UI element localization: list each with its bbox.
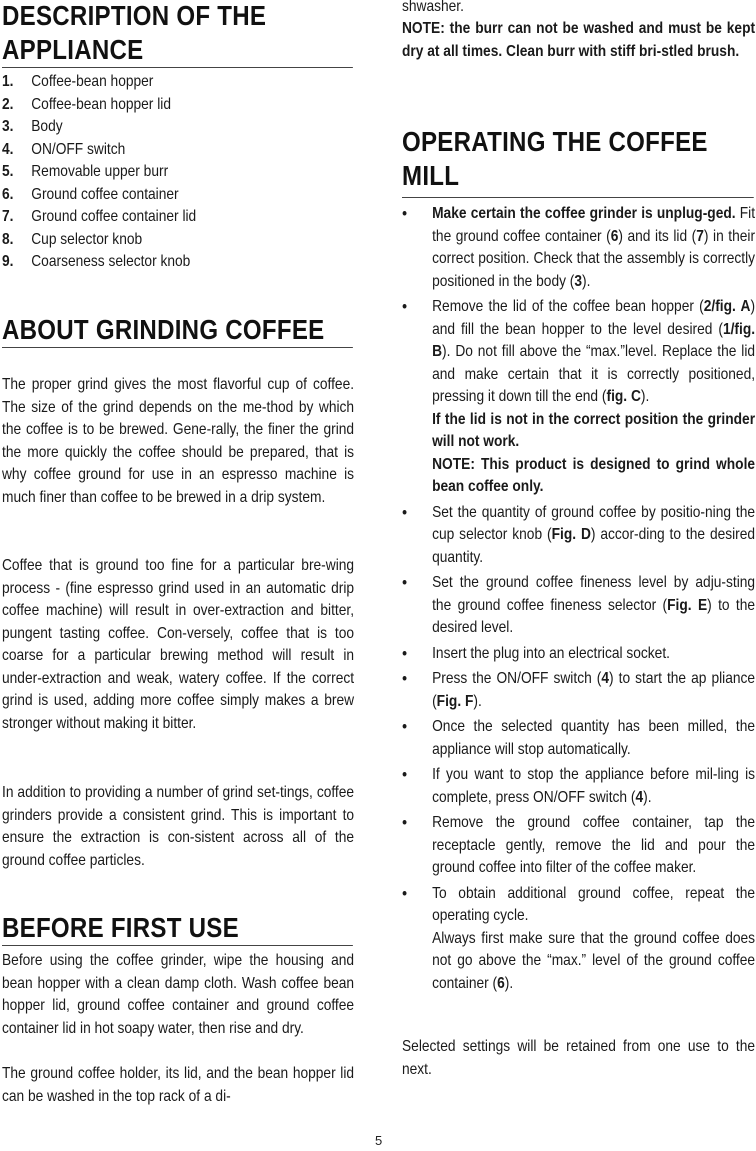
- before-paragraph-2: The ground coffee holder, its lid, and the bean hopper lid can be washed in the top rack of a di-: [2, 1065, 355, 1105]
- list-item: • Set the quantity of ground coffee by positio-ning the cup selector knob (Fig. D) accor-ding to the desired quantity.: [402, 502, 755, 570]
- list-item: • Set the ground coffee fineness level by adju-sting the ground coffee fineness selector (Fig. E) to the desired level.: [402, 572, 755, 640]
- list-item: • Make certain the coffee grinder is unplug-ged. Fit the ground coffee container (6) and its lid (7) in their correct position. Check that the assembly is correctly positioned in the body (3).: [402, 203, 755, 293]
- burr-note: NOTE: the burr can not be washed and must be kept dry at all times. Clean burr with stiff bri-stled brush.: [402, 20, 756, 60]
- list-item: 9. Coarseness selector knob: [2, 253, 191, 270]
- list-item: 8. Cup selector knob: [2, 230, 143, 248]
- list-item: 1. Coffee-bean hopper: [2, 73, 154, 90]
- before-first-use-heading: BEFORE FIRST USE: [2, 911, 353, 946]
- description-heading-line1: DESCRIPTION OF THE: [2, 0, 267, 31]
- list-item: 5. Removable upper burr: [2, 163, 169, 180]
- about-paragraph-2: Coffee that is ground too fine for a particular bre-wing process - (fine espresso grind used in an automatic drip coffee machine) will result in over-extraction and bitter, pungent tasting coffee. Con-versely, coffee that is too coarse for a particular brewing method will result in under-extraction and weak, watery coffee. If the correct grind is used, adding more coffee simply makes a brew stronger without making it bitter.: [2, 557, 355, 732]
- lid-warning: If the lid is not in the correct position the grinder will not work.: [432, 410, 756, 450]
- whole-bean-note: NOTE: This product is designed to grind whole bean coffee only.: [432, 455, 756, 495]
- about-heading: ABOUT GRINDING COFFEE: [2, 313, 353, 348]
- about-paragraph-3: In addition to providing a number of grind set-tings, coffee grinders provide a consistent grind. This is important to ensure the extraction is con-sistent across all of the ground coffee particles.: [2, 784, 355, 869]
- list-item: • Remove the ground coffee container, tap the receptacle gently, remove the lid and pour the ground coffee into filter of the coffee maker.: [402, 812, 755, 880]
- list-item: 2. Coffee-bean hopper lid: [2, 95, 171, 113]
- before-paragraph-1: Before using the coffee grinder, wipe the housing and bean hopper with a clean damp cloth. Wash coffee bean hopper lid, ground coffee container and ground coffee container lid in hot soapy water, then rise and dry.: [2, 952, 355, 1037]
- list-item: • If you want to stop the appliance before mil-ling is complete, press ON/OFF switch (4).: [402, 764, 755, 809]
- operating-heading-line1: OPERATING THE COFFEE: [402, 126, 708, 157]
- settings-retained-note: Selected settings will be retained from one use to the next.: [402, 1038, 756, 1078]
- list-item: • Remove the lid of the coffee bean hopper (2/fig. A) and fill the bean hopper to the level desired (1/fig. B). Do not fill above the “max.”level. Replace the lid and make certain that it is correctly positioned, pressing it down till the end (fig. C). If the lid is not in the correct position the grinder will not work. NOTE: This product is designed to grind whole bean coffee only.: [402, 296, 755, 499]
- operating-steps-list: [402, 203, 755, 995]
- list-item: • Press the ON/OFF switch (4) to start the ap pliance (Fig. F).: [402, 668, 755, 713]
- operating-heading-line2: MILL: [402, 160, 460, 191]
- list-item: 6. Ground coffee container: [2, 185, 179, 203]
- parts-list: [2, 71, 354, 274]
- list-item: • Once the selected quantity has been milled, the appliance will stop automatically.: [402, 716, 755, 761]
- before-paragraph-2-continued: shwasher.: [402, 0, 464, 15]
- list-item: 4. ON/OFF switch: [2, 140, 126, 158]
- description-heading: [2, 0, 353, 68]
- list-item: • Insert the plug into an electrical socket.: [402, 643, 755, 666]
- list-item: • To obtain additional ground coffee, repeat the operating cycle. Always first make sure that the ground coffee does not go above the “max.” level of the ground coffee container (6).: [402, 883, 755, 996]
- list-item: 7. Ground coffee container lid: [2, 208, 197, 225]
- list-item: 3. Body: [2, 118, 63, 135]
- page-number: 5: [375, 1133, 383, 1148]
- description-heading-line2: APPLIANCE: [2, 34, 144, 65]
- about-paragraph-1: The proper grind gives the most flavorful cup of coffee. The size of the grind depends on the me-thod by which the coffee is to be brewed. Gene-rally, the finer the grind the more quickly the coffee should be prepared, that is why coffee ground for use in an espresso machine is much finer than coffee to be brewed in a drip system.: [2, 376, 355, 506]
- operating-heading: [402, 125, 754, 198]
